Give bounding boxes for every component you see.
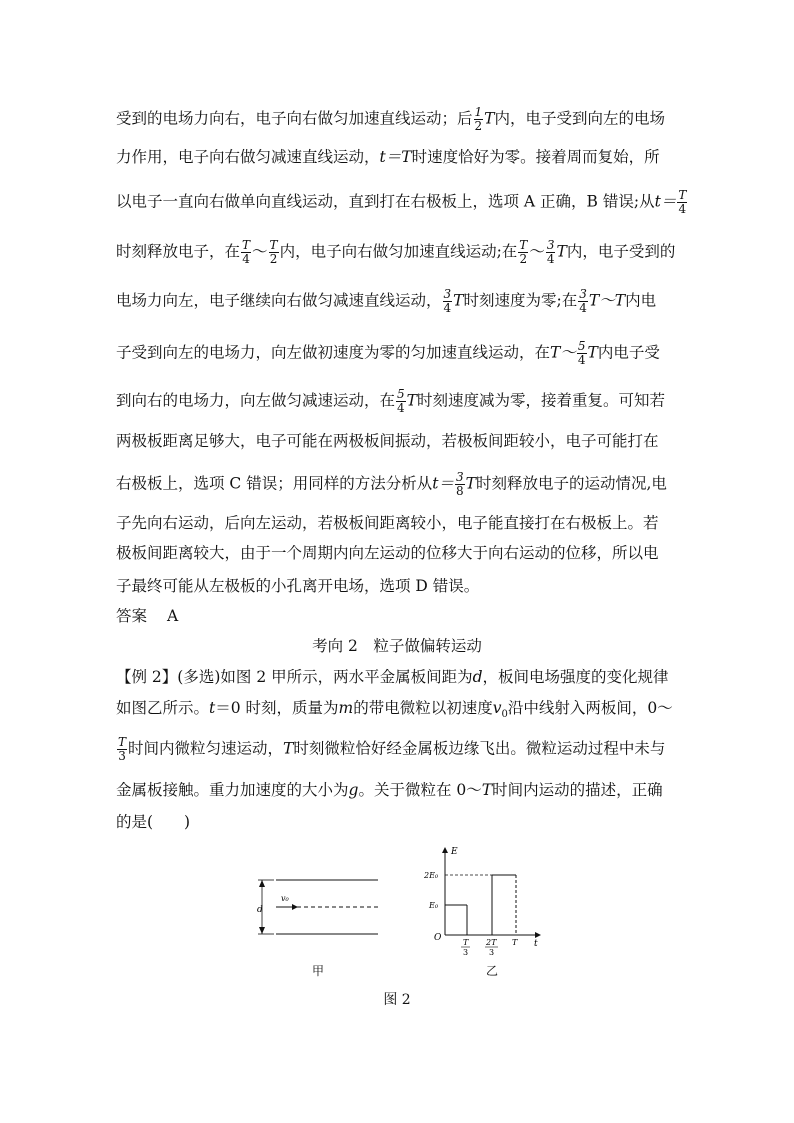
svg-text:3: 3 [463, 948, 469, 957]
svg-text:2E₀: 2E₀ [424, 871, 439, 880]
text-line-2: 力作用，电子向右做匀减速直线运动，t＝T时速度恰好为零。接着周而复始，所 [116, 148, 660, 166]
svg-text:3: 3 [489, 948, 495, 957]
example-tag: 【例 2】 [116, 668, 178, 686]
d-label: d [257, 905, 263, 915]
text-line-8: 两极板距离足够大，电子可能在两极板间振动，若极板间距较小，电子可能打在 [116, 432, 659, 450]
svg-text:2T: 2T [486, 938, 497, 947]
v0-label: v₀ [281, 894, 289, 903]
text-line-3: 以电子一直向右做单向直线运动，直到打在右极板上，选项 A 正确，B 错误;从t＝ $\frac{T}{4}$ [116, 188, 687, 216]
figure-graph [420, 842, 550, 960]
answer-value: A [167, 607, 179, 625]
figure-label-left: 甲 [312, 964, 325, 978]
svg-text:E: E [451, 847, 458, 857]
svg-text:O: O [434, 933, 442, 943]
text-line-11: 极板间距离较大，由于一个周期内向左运动的位移大于向右运动的位移，所以电 [116, 544, 659, 562]
example-line-1: 【例 2】(多选)如图 2 甲所示，两水平金属板间距为d，板间电场强度的变化规律 [116, 668, 669, 686]
answer-line [116, 606, 686, 626]
svg-text:E₀: E₀ [429, 901, 439, 910]
section-title: 考向 2 粒子做偏转运动 [312, 637, 482, 655]
text-line-7: 到向右的电场力，向左做匀减速运动，在 $\frac{5}{4}$ T时刻速度减为零，接着重复。可知若 [116, 387, 666, 415]
figure-label-right: 乙 [486, 964, 499, 978]
text-line-10: 子先向右运动，后向左运动，若极板间距离较小，电子能直接打在右极板上。若 [116, 514, 659, 532]
text-line-5: 电场力向左，电子继续向右做匀减速直线运动， $\frac{3}{4}$ T时刻速度为零;在 $\frac{3}{4}$ T～T内电 [116, 287, 657, 315]
fraction: $\frac{1}{2}$ [474, 105, 483, 133]
answer-label: 答案 [116, 607, 148, 625]
text-line-6: 子受到向左的电场力，向左做初速度为零的匀加速直线运动，在T～ $\frac{5}{4}$ T内电子受 [116, 339, 660, 367]
text: 受到的电场力向右，电子向右做匀加速直线运动；后 [116, 109, 473, 128]
text: 内，电子受到向左的电场 [494, 109, 666, 128]
example-line-2: 如图乙所示。t＝0 时刻，质量为m的带电微粒以初速度$v_0$沿中线射入两板间，0～ [116, 699, 673, 721]
figure-caption: 图 2 [383, 992, 411, 1008]
example-line-3: $\frac{T}{3}$ 时间内微粒匀速运动，T时刻微粒恰好经金属板边缘飞出。微粒运动过程中未与 [118, 735, 666, 763]
svg-text:T: T [512, 938, 518, 947]
figure-plates [250, 872, 390, 942]
text: T [484, 109, 495, 128]
svg-text:T: T [463, 938, 469, 947]
text-line-4: 时刻释放电子，在 $\frac{T}{4}$ ～ $\frac{T}{2}$ 内，电子向右做匀加速直线运动;在 $\frac{T}{2}$ ～ $\frac{3}{4}$ T内，电子受到的 [116, 238, 676, 266]
text-line-1 [116, 106, 686, 133]
svg-text:t: t [534, 939, 538, 949]
example-line-4: 金属板接触。重力加速度的大小为g。关于微粒在 0～T时间内运动的描述，正确 [116, 781, 663, 799]
text-line-9: 右极板上，选项 C 错误；用同样的方法分析从t＝ $\frac{3}{8}$ T时刻释放电子的运动情况,电 [116, 470, 667, 498]
example-line-5: 的是( ) [116, 813, 191, 831]
text-line-12: 子最终可能从左极板的小孔离开电场，选项 D 错误。 [116, 577, 480, 595]
